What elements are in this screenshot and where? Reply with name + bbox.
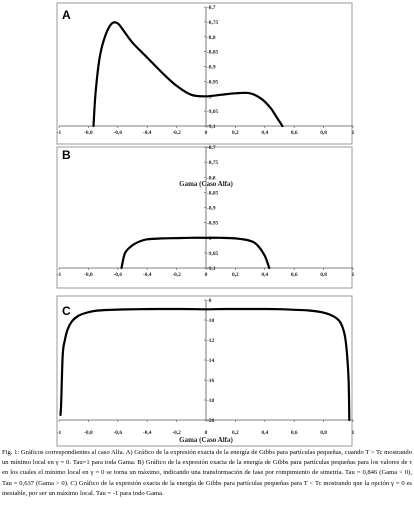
panel-a-y-tick-label: -9,05 <box>207 109 219 116</box>
panel-a-y-tick-label: -9,1 <box>207 124 216 130</box>
panel-a-x-tick-label: -0,8 <box>84 130 93 136</box>
panel-c-x-tick-label: 0 <box>204 430 208 436</box>
panel-b-x-tick-label: 0,8 <box>320 272 327 278</box>
panel-b-y-tick-label: -8,95 <box>207 220 219 227</box>
panel-c-y-tick-label: -18 <box>207 398 215 404</box>
panel-b-x-tick-label: -0,6 <box>113 272 123 278</box>
panel-a-y-tick-label: -8,8 <box>207 34 216 41</box>
panel-b-frame <box>57 147 352 288</box>
panel-a-x-tick-label: 0,4 <box>261 130 269 136</box>
panel-a-y-tick-label: -9 <box>207 94 212 101</box>
panel-a-y-tick-label: -8,95 <box>207 79 219 86</box>
panel-c-frame <box>57 296 352 446</box>
panel-c-y-tick-label: -14 <box>207 358 215 364</box>
panel-a-x-tick-label: -1 <box>56 130 62 136</box>
panel-b-y-tick-label: -8,85 <box>207 190 219 197</box>
panel-a-y-tick-label: -8,75 <box>207 19 219 26</box>
panel-a-y-tick-label: -8,7 <box>207 5 216 11</box>
panel-c-x-tick-label: -0,2 <box>172 430 181 436</box>
panel-b-x-axis-title: Gama (Caso Alfa) <box>179 180 233 188</box>
panel-c-y-tick-label: -20 <box>207 418 215 424</box>
panel-b-x-tick-label: -0,8 <box>84 272 93 278</box>
panel-c-x-tick-label: 0,4 <box>261 430 269 436</box>
panel-b-y-tick-label: -8,9 <box>207 205 216 212</box>
panel-c-x-tick-label: -0,6 <box>113 430 123 436</box>
panel-c-x-tick-label: 0,8 <box>320 430 327 436</box>
panel-b-x-tick-label: -0,4 <box>142 272 152 278</box>
panel-a-x-tick-label: 0,8 <box>320 130 327 136</box>
panel-c-y-tick-label: -12 <box>207 338 215 344</box>
panel-a-y-tick-label: -8,85 <box>207 49 219 56</box>
panel-a-x-tick-label: 0 <box>204 130 208 136</box>
panel-b-y-tick-label: -9 <box>207 235 212 242</box>
panel-b-x-tick-label: 0 <box>204 272 208 278</box>
panel-a-x-tick-label: -0,2 <box>172 130 181 136</box>
panel-b-x-tick-label: 0,2 <box>232 272 239 278</box>
panel-c-x-axis-title: Gama (Caso Alfa) <box>179 436 233 444</box>
panel-c-x-tick-label: -1 <box>56 430 62 436</box>
panel-c-y-tick-label: -10 <box>207 318 215 324</box>
panel-a-y-tick-label: -8,9 <box>207 64 216 71</box>
panel-c-x-tick-label: 0,6 <box>290 430 298 436</box>
panel-a-x-tick-label: -0,4 <box>142 130 152 136</box>
panel-b-x-tick-label: -0,2 <box>172 272 181 278</box>
panel-b-y-tick-label: -9,05 <box>207 250 219 257</box>
panel-c-y-tick-label: -16 <box>207 378 215 384</box>
panel-c-y-tick-label: -8 <box>207 298 212 304</box>
panel-a-label: A <box>62 8 71 22</box>
panel-b-y-tick-label: -8,8 <box>207 175 216 182</box>
panel-b-y-tick-label: -8,7 <box>207 145 216 151</box>
panel-a-x-tick-label: -0,6 <box>113 130 123 136</box>
panel-a-frame <box>57 3 352 144</box>
panel-a-x-tick-label: 1 <box>351 130 355 136</box>
panel-b-x-tick-label: 0,4 <box>261 272 269 278</box>
panel-b-x-tick-label: -1 <box>56 272 62 278</box>
panel-c-x-tick-label: -0,8 <box>84 430 93 436</box>
panel-b-y-tick-label: -9,1 <box>207 266 216 272</box>
panel-c-label: C <box>62 304 71 318</box>
panel-b-y-tick-label: -8,75 <box>207 160 219 167</box>
panel-a-x-tick-label: 0,2 <box>232 130 239 136</box>
panel-b-label: B <box>62 148 71 162</box>
panel-b-x-tick-label: 0,6 <box>290 272 298 278</box>
panel-a-x-tick-label: 0,6 <box>290 130 298 136</box>
panel-c-x-tick-label: 0,2 <box>232 430 239 436</box>
panel-b-x-tick-label: 1 <box>351 272 355 278</box>
panel-c-x-tick-label: -0,4 <box>142 430 152 436</box>
figure-caption: Fig. 1: Gráficos correspondientes al caso Alfa. A) Gráfico de la expresión exacta de la energía de Gibbs para partículas pequeñas, cuando T > Tc mostrando un mínimo local en γ = 0. Tau=1 para toda Gama. B) Gráfico de la expresión exacta de la energía de Gibbs para partículas pequeñas para los valores de τ en los cuales el mínimo local en γ = 0 se torna un máximo, indicando una transformación de fase por rompimiento de simetría. Tau = 0,846 (Gama < 0), Tau = 0,637 (Gama > 0). C) Gráfico de la expresión exacta de la energía de Gibbs para partículas pequeñas para T < Tc mostrando que la opción γ = 0 es inestable, por ser un máximo local. Tau = -1 para todo Gama. <box>2 449 412 497</box>
panel-c-x-tick-label: 1 <box>351 430 355 436</box>
